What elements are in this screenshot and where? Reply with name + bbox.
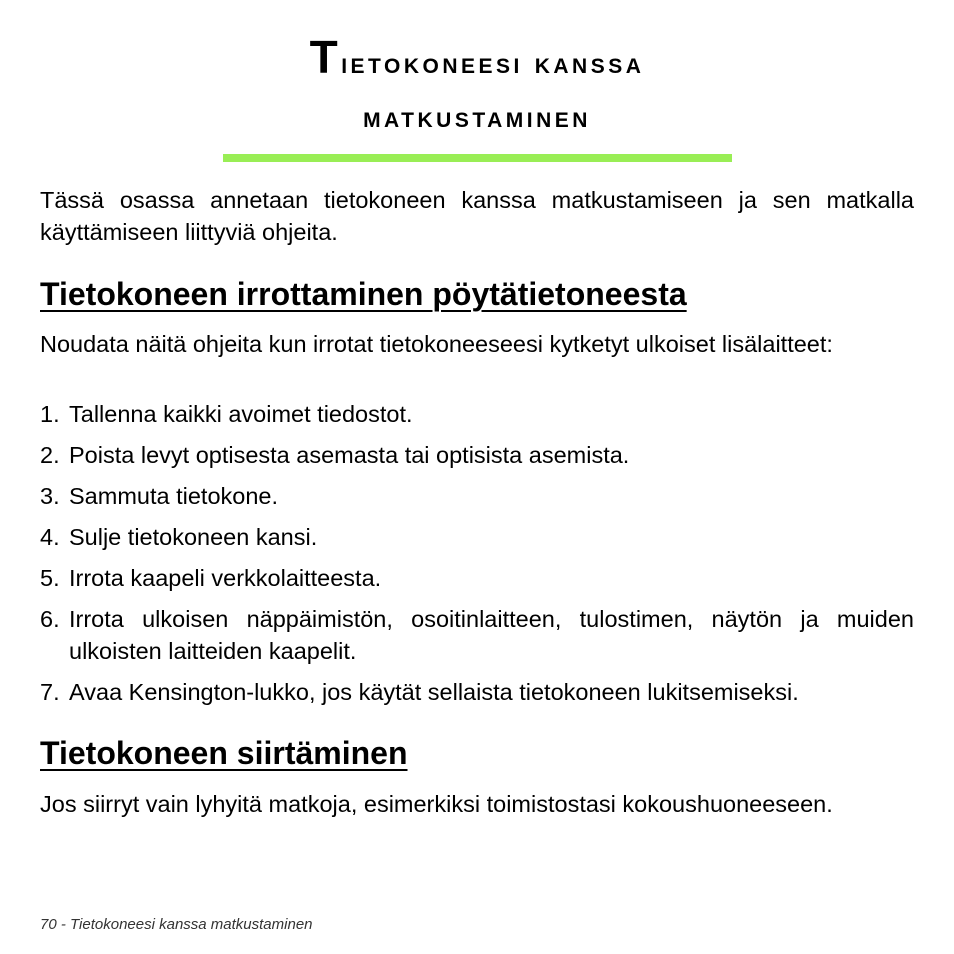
list-item [40, 521, 914, 553]
section-heading-moving: Tietokoneen siirtäminen [40, 735, 408, 771]
page-footer: 70 - Tietokoneesi kanssa matkustaminen [40, 916, 313, 933]
step-number: 7. [40, 679, 60, 705]
step-number: 4. [40, 524, 60, 550]
steps-list [40, 398, 914, 717]
step-number: 1. [40, 401, 60, 427]
intro-paragraph: Tässä osassa annetaan tietokoneen kanssa matkustamiseen ja sen matkalla käyttämiseen liittyviä ohjeita. [40, 187, 914, 245]
step-number: 6. [40, 606, 60, 632]
step-text: Tallenna kaikki avoimet tiedostot. [69, 401, 413, 427]
section1-lead-paragraph: Noudata näitä ohjeita kun irrotat tietokoneeseesi kytketyt ulkoiset lisälaitteet: [40, 331, 833, 357]
list-item [40, 439, 914, 471]
step-number: 5. [40, 565, 60, 591]
section2-paragraph: Jos siirryt vain lyhyitä matkoja, esimerkiksi toimistostasi kokoushuoneeseen. [40, 791, 833, 817]
step-text: Irrota kaapeli verkkolaitteesta. [69, 565, 382, 591]
step-text: Irrota ulkoisen näppäimistön, osoitinlaitteen, tulostimen, näytön ja muiden ulkoisten laitteiden kaapelit. [69, 606, 914, 664]
title-line1-rest: ietokoneesi kanssa [341, 47, 645, 80]
document-page [40, 0, 914, 954]
step-text: Sulje tietokoneen kansi. [69, 524, 318, 550]
section-heading-disconnect: Tietokoneen irrottaminen pöytätietoneesta [40, 276, 687, 312]
step-text: Poista levyt optisesta asemasta tai optisista asemista. [69, 442, 630, 468]
step-number: 2. [40, 442, 60, 468]
list-item [40, 676, 914, 708]
list-item [40, 480, 914, 512]
step-text: Avaa Kensington-lukko, jos käytät sellaista tietokoneen lukitsemiseksi. [69, 679, 799, 705]
list-item [40, 562, 914, 594]
title-rule [223, 154, 732, 162]
step-number: 3. [40, 483, 60, 509]
step-text: Sammuta tietokone. [69, 483, 278, 509]
list-item [40, 398, 914, 430]
page-title [40, 0, 914, 145]
title-line2: matkustaminen [363, 101, 591, 134]
list-item [40, 603, 914, 667]
title-first-letter: T [309, 31, 342, 83]
